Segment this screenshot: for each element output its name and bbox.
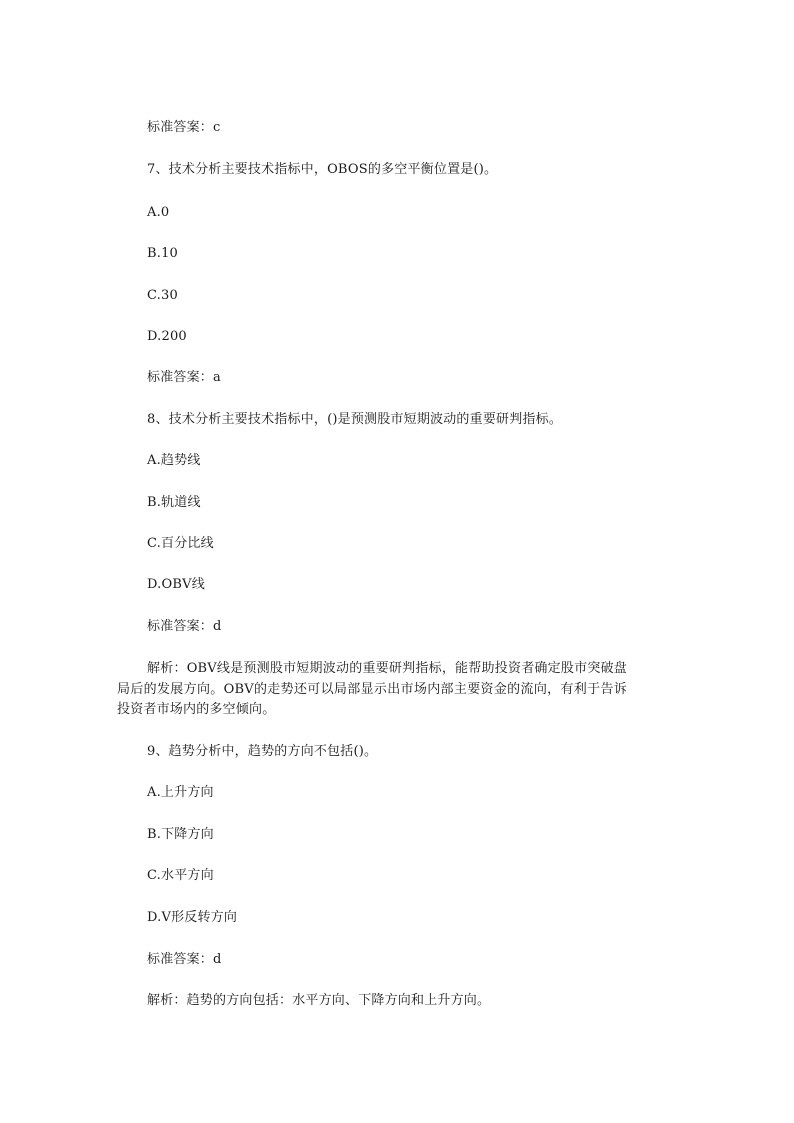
q9-option-b: B.下降方向 (147, 827, 214, 842)
q7-option-b: B.10 (147, 246, 179, 261)
q9-option-c: C.水平方向 (147, 868, 214, 883)
q9-option-a: A.上升方向 (147, 785, 214, 800)
q8-option-a: A.趋势线 (147, 453, 201, 468)
question-9: 9、趋势分析中，趋势的方向不包括()。 (147, 744, 378, 759)
q7-option-a: A.0 (147, 205, 170, 220)
answer-q6: 标准答案：c (147, 120, 221, 135)
q8-option-d: D.OBV线 (147, 577, 205, 592)
answer-q7: 标准答案：a (147, 370, 221, 385)
question-7: 7、技术分析主要技术指标中，OBOS的多空平衡位置是()。 (147, 162, 498, 177)
q7-option-c: C.30 (147, 288, 178, 303)
answer-q8: 标准答案：d (147, 619, 222, 634)
explanation-q8: 解析：OBV线是预测股市短期波动的重要研判指标，能帮助投资者确定股市突破盘局后的发展方向。OBV的走势还可以局部显示出市场内部主要资金的流向，有利于告诉投资者市场内的多空倾向。 (117, 661, 627, 717)
q8-option-c: C.百分比线 (147, 536, 214, 551)
q7-option-d: D.200 (147, 329, 187, 344)
explanation-q9: 解析：趋势的方向包括：水平方向、下降方向和上升方向。 (147, 993, 491, 1008)
question-8: 8、技术分析主要技术指标中，()是预测股市短期波动的重要研判指标。 (147, 412, 563, 427)
q9-option-d: D.V形反转方向 (147, 910, 238, 925)
answer-q9: 标准答案：d (147, 952, 222, 967)
q8-option-b: B.轨道线 (147, 495, 201, 510)
